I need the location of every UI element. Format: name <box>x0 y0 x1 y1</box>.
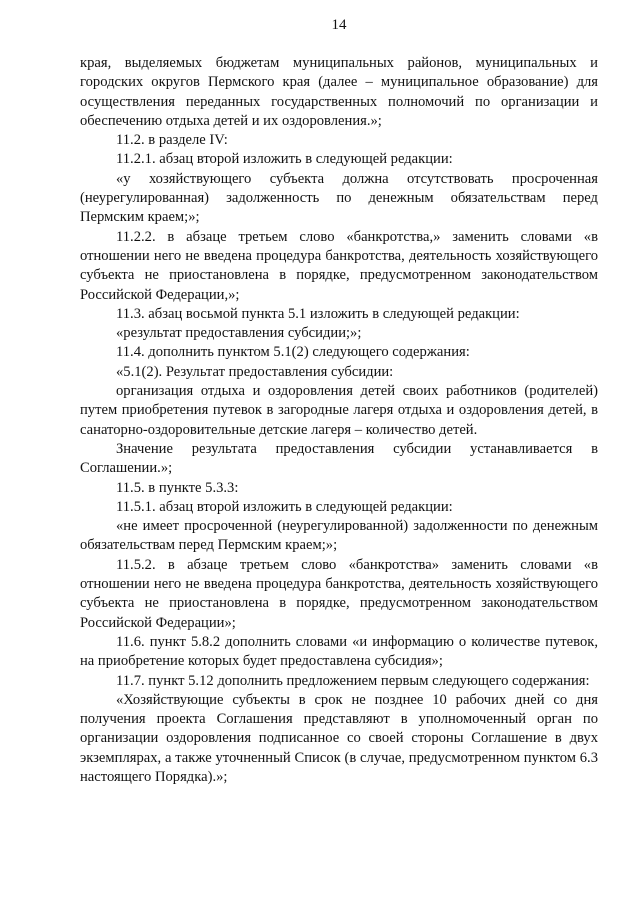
paragraph: 11.5.1. абзац второй изложить в следующей редакции: <box>116 498 453 515</box>
paragraph: 11.7. пункт 5.12 дополнить предложением первым следующего содержания: <box>116 672 590 689</box>
page-number: 14 <box>331 17 347 33</box>
paragraph: 11.5.2. в абзаце третьем слово «банкротства» заменить словами «в отношении него не введена процедура банкротства, деятельность хозяйствующего субъекта не приостановлена в порядке, предусмотренном законодательством Российской Федерации»; <box>80 556 598 631</box>
paragraph: 11.3. абзац восьмой пункта 5.1 изложить в следующей редакции: <box>116 305 520 322</box>
paragraph: «5.1(2). Результат предоставления субсидии: <box>116 363 394 380</box>
paragraph: «Хозяйствующие субъекты в срок не позднее 10 рабочих дней со дня получения проекта Соглашения представляют в уполномоченный орган по организации оздоровления подписанное со своей стороны Соглашение в двух экземплярах, а также уточненный Список (в случае, предусмотренном пунктом 6.3 настоящего Порядка).»; <box>80 691 598 785</box>
document-body <box>80 54 598 787</box>
paragraph: 11.2. в разделе IV: <box>116 132 228 149</box>
paragraph: «не имеет просроченной (неурегулированной) задолженности по денежным обязательствам перед Пермским краем;»; <box>80 518 598 554</box>
paragraph: «результат предоставления субсидии;»; <box>116 325 362 342</box>
document-page <box>80 14 598 787</box>
paragraph: 11.2.2. в абзаце третьем слово «банкротства,» заменить словами «в отношении него не введена процедура банкротства, деятельность хозяйствующего субъекта не приостановлена в порядке, предусмотренном законодательством Российской Федерации,»; <box>80 228 598 303</box>
paragraph: Значение результата предоставления субсидии устанавливается в Соглашении.»; <box>80 440 598 477</box>
paragraph: 11.4. дополнить пунктом 5.1(2) следующего содержания: <box>116 344 470 361</box>
paragraph: 11.6. пункт 5.8.2 дополнить словами «и информацию о количестве путевок, на приобретение которых будет предоставлена субсидия»; <box>80 633 598 670</box>
paragraph: 11.2.1. абзац второй изложить в следующей редакции: <box>116 151 453 168</box>
paragraph: края, выделяемых бюджетам муниципальных районов, муниципальных и городских округов Пермского края (далее – муниципальное образование) для осуществления переданных государственных полномочий по организации и обеспечению отдыха детей и их оздоровления.»; <box>80 55 598 129</box>
paragraph: организация отдыха и оздоровления детей своих работников (родителей) путем приобретения путевок в загородные лагеря отдыха и оздоровления детей, в санаторно-оздоровительные детские лагеря – количество детей. <box>80 383 598 438</box>
paragraph: «у хозяйствующего субъекта должна отсутствовать просроченная (неурегулированная) задолженность по денежным обязательствам перед Пермским краем;»; <box>80 170 598 226</box>
paragraph: 11.5. в пункте 5.3.3: <box>116 479 239 496</box>
